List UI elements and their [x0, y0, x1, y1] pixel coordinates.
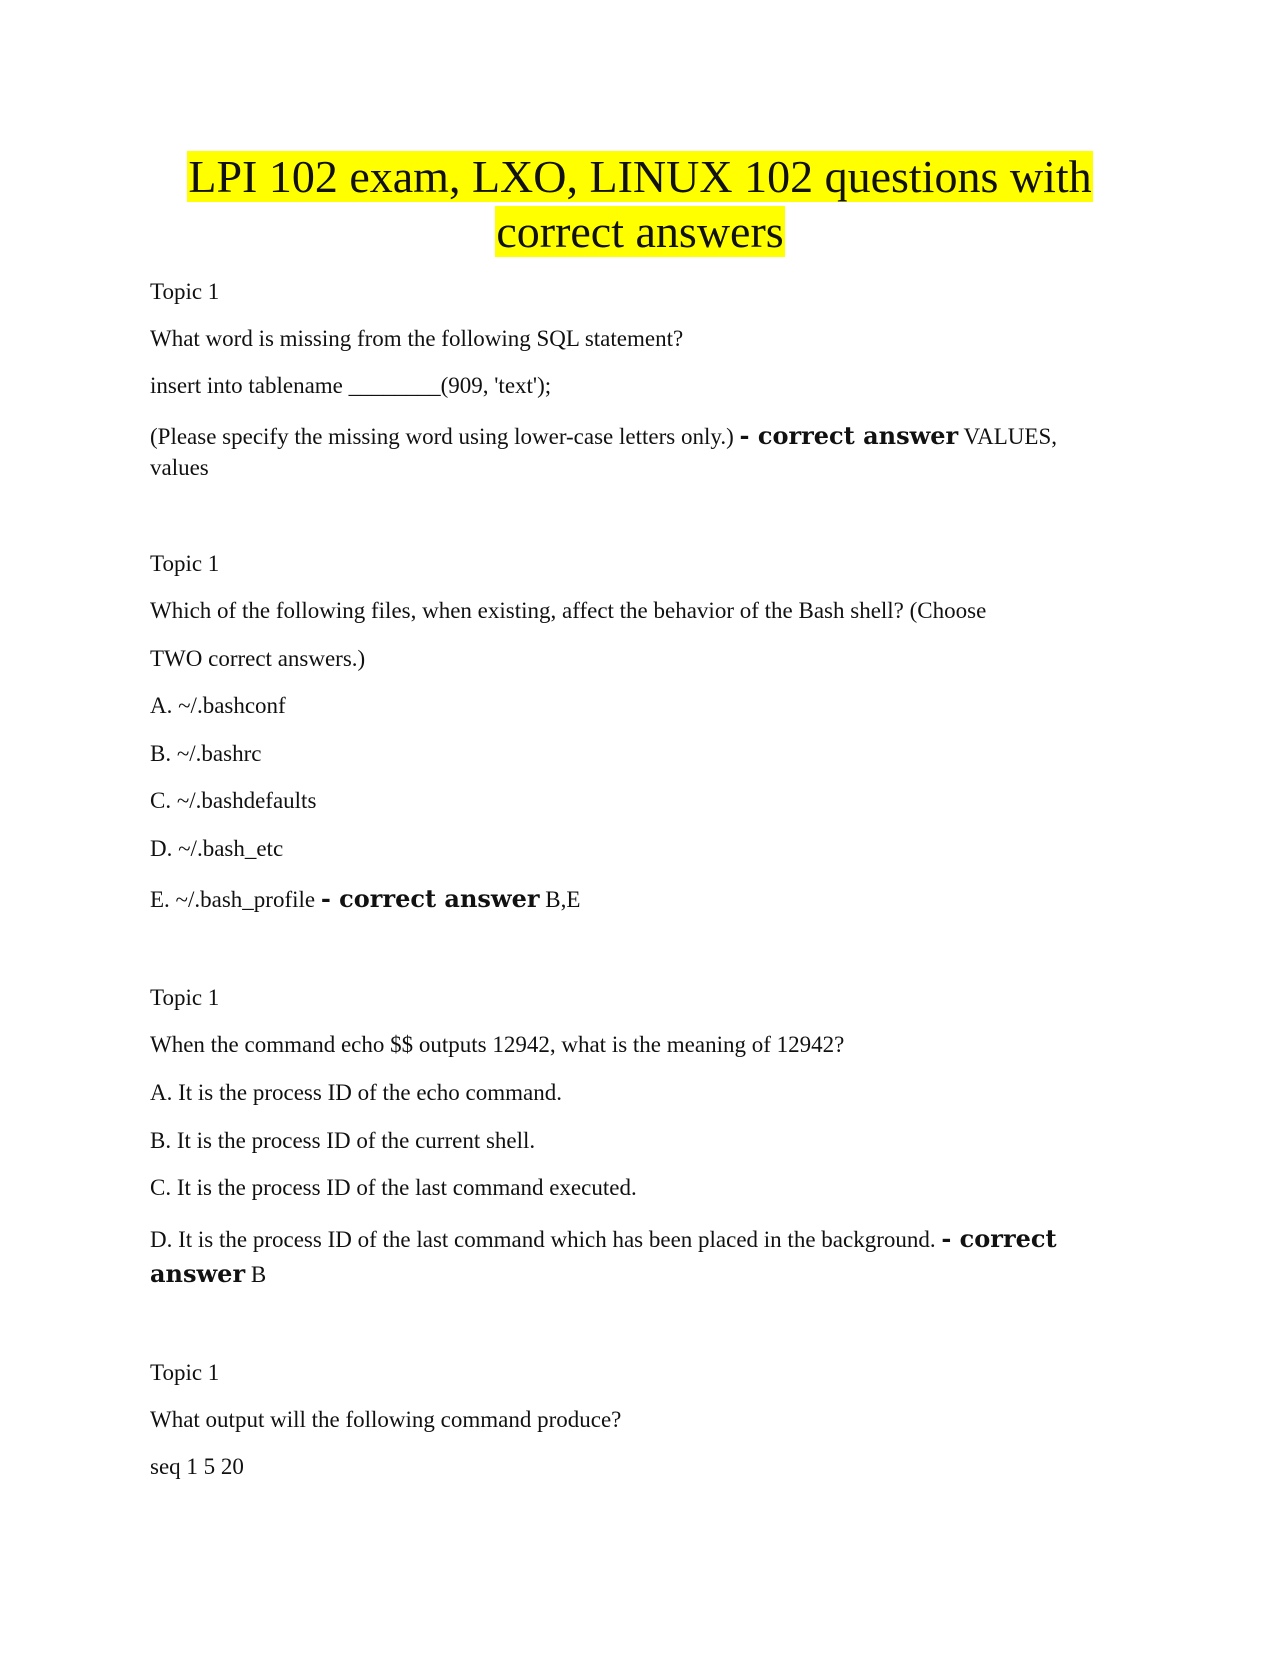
question-3-option-b: B. It is the process ID of the current shell. — [150, 1128, 536, 1153]
question-3-answer: B — [250, 1262, 267, 1287]
question-4-text: What output will the following command produce? — [150, 1407, 622, 1432]
correct-answer-label: - correct answer — [739, 421, 959, 450]
question-1-instruction-line — [150, 422, 1057, 451]
question-3-option-a: A. It is the process ID of the echo command. — [150, 1080, 562, 1105]
title-highlight: LPI 102 exam, LXO, LINUX 102 questions with — [188, 151, 1092, 202]
document-title-line-2 — [0, 204, 1280, 260]
correct-answer-label: - correct — [941, 1224, 1057, 1253]
question-3-option-d-line — [150, 1225, 1057, 1254]
question-3-option-d: D. It is the process ID of the last command which has been placed in the background. — [150, 1227, 936, 1252]
question-1-answer-continued: values — [150, 455, 209, 480]
correct-answer-label-continued: answer — [150, 1259, 246, 1288]
question-1-code: insert into tablename ________(909, 'text'); — [150, 373, 552, 398]
question-1-text: What word is missing from the following SQL statement? — [150, 326, 684, 351]
question-4-code: seq 1 5 20 — [150, 1454, 244, 1479]
question-3-text: When the command echo $$ outputs 12942, what is the meaning of 12942? — [150, 1032, 845, 1057]
question-4-topic: Topic 1 — [150, 1360, 220, 1385]
question-2-option-e-line — [150, 885, 580, 914]
title-highlight: correct answers — [496, 206, 784, 257]
question-3-topic: Topic 1 — [150, 985, 220, 1010]
question-3-option-c: C. It is the process ID of the last command executed. — [150, 1175, 637, 1200]
document-title-line-1 — [0, 149, 1280, 205]
question-2-answer: B,E — [545, 887, 581, 912]
correct-answer-label: - correct answer — [320, 884, 540, 913]
question-1-answer: VALUES, — [963, 424, 1058, 449]
question-2-text-line-1: Which of the following files, when existing, affect the behavior of the Bash shell? (Choose — [150, 598, 987, 623]
question-2-option-b: B. ~/.bashrc — [150, 741, 262, 766]
question-2-option-a: A. ~/.bashconf — [150, 693, 286, 718]
question-2-text-line-2: TWO correct answers.) — [150, 646, 366, 671]
question-3-answer-line — [150, 1260, 266, 1289]
question-2-option-c: C. ~/.bashdefaults — [150, 788, 317, 813]
question-2-topic: Topic 1 — [150, 551, 220, 576]
question-1-topic: Topic 1 — [150, 279, 220, 304]
question-1-instruction: (Please specify the missing word using lower-case letters only.) — [150, 424, 734, 449]
question-2-option-e: E. ~/.bash_profile — [150, 887, 316, 912]
question-2-option-d: D. ~/.bash_etc — [150, 836, 284, 861]
